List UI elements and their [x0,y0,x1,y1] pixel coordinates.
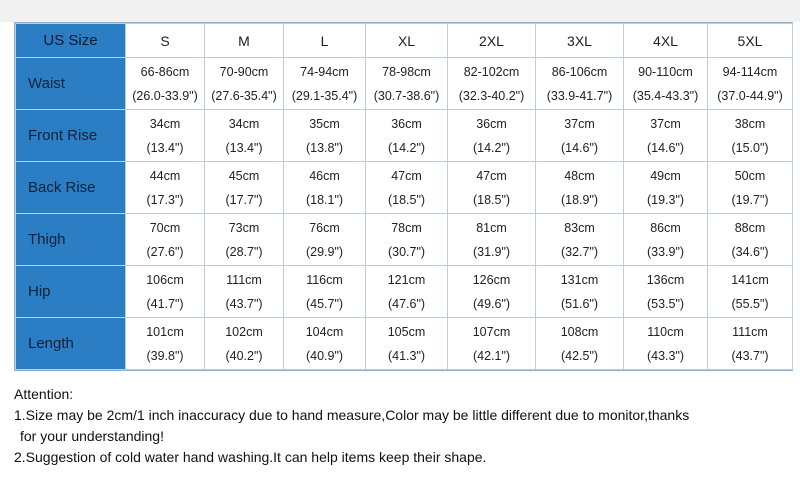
measurement-cell [448,214,536,266]
cm-value: 86cm [650,220,681,235]
inch-value: (42.1") [472,348,511,363]
measurement-cell [205,58,284,110]
inch-value: (32.7") [560,244,599,259]
inch-value: (43.7") [225,296,263,311]
measurement-label: Waist [16,58,126,110]
inch-value: (14.2") [472,140,511,155]
size-header: 4XL [624,24,708,58]
inch-value: (32.3-40.2") [458,88,525,103]
top-band [0,0,800,22]
measurement-cell [708,110,793,162]
measurement-cell [284,162,366,214]
cm-value: 101cm [146,324,184,339]
cm-value: 81cm [476,220,507,235]
cm-value: 50cm [734,168,766,183]
cm-value: 49cm [650,168,681,183]
cm-value: 47cm [476,168,507,183]
cm-value: 70cm [149,220,181,235]
cm-value: 44cm [149,168,181,183]
measurement-cell [205,318,284,370]
size-table-body [16,58,793,370]
measurement-cell [205,214,284,266]
measurement-cell [366,58,448,110]
table-row [16,214,793,266]
size-header: 3XL [536,24,624,58]
size-header: M [205,24,284,58]
measurement-cell [126,58,205,110]
inch-value: (17.7") [225,192,263,207]
measurement-cell [366,110,448,162]
inch-value: (27.6") [146,244,184,259]
inch-value: (33.9-41.7") [546,88,613,103]
cm-value: 104cm [305,324,344,339]
cm-value: 45cm [228,168,260,183]
corner-label: US Size [16,24,126,58]
inch-value: (13.8") [305,140,344,155]
measurement-label: Front Rise [16,110,126,162]
note-line-2: 2.Suggestion of cold water hand washing.It can help items keep their shape. [14,449,487,465]
inch-value: (41.3") [387,348,426,363]
inch-value: (14.6") [646,140,685,155]
attention-notes [14,384,794,468]
cm-value: 88cm [734,220,766,235]
measurement-cell [205,162,284,214]
measurement-cell [708,266,793,318]
cm-value: 141cm [731,272,769,287]
measurement-cell [624,162,708,214]
measurement-cell [448,162,536,214]
measurement-cell [624,110,708,162]
inch-value: (18.1") [305,192,344,207]
inch-value: (17.3") [146,192,184,207]
inch-value: (14.6") [560,140,599,155]
measurement-cell [624,58,708,110]
inch-value: (19.3") [646,192,685,207]
measurement-cell [708,214,793,266]
inch-value: (18.9") [560,192,599,207]
cm-value: 78cm [391,220,422,235]
cm-value: 37cm [564,116,595,131]
size-chart [14,22,793,371]
measurement-cell [536,266,624,318]
cm-value: 116cm [306,272,343,287]
cm-value: 106cm [146,272,184,287]
cm-value: 48cm [564,168,595,183]
measurement-cell [624,318,708,370]
cm-value: 83cm [564,220,595,235]
inch-value: (14.2") [387,140,426,155]
measurement-cell [708,162,793,214]
cm-value: 46cm [309,168,340,183]
table-row [16,162,793,214]
cm-value: 108cm [560,324,599,339]
measurement-cell [366,266,448,318]
measurement-cell [366,162,448,214]
measurement-cell [448,58,536,110]
cm-value: 107cm [472,324,511,339]
cm-value: 102cm [225,324,263,339]
cm-value: 47cm [391,168,422,183]
cm-value: 34cm [149,116,181,131]
size-header: L [284,24,366,58]
cm-value: 110cm [647,324,684,339]
note-line-1: 1.Size may be 2cm/1 inch inaccuracy due to hand measure,Color may be little different due to monitor,thanks [14,407,690,423]
inch-value: (49.6") [472,296,511,311]
inch-value: (18.5") [472,192,511,207]
size-table [15,23,793,370]
inch-value: (33.9") [646,244,685,259]
cm-value: 131cm [560,272,599,287]
measurement-cell [708,58,793,110]
inch-value: (41.7") [146,296,184,311]
inch-value: (51.6") [560,296,599,311]
cm-value: 121cm [387,272,426,287]
measurement-cell [126,214,205,266]
inch-value: (34.6") [731,244,769,259]
size-header: 2XL [448,24,536,58]
cm-value: 111cm [226,272,262,287]
measurement-label: Thigh [16,214,126,266]
inch-value: (45.7") [305,296,344,311]
inch-value: (47.6") [387,296,426,311]
measurement-cell [284,58,366,110]
cm-value: 38cm [734,116,766,131]
size-header: S [126,24,205,58]
cm-value: 36cm [476,116,507,131]
measurement-label: Hip [16,266,126,318]
measurement-cell [624,214,708,266]
measurement-cell [126,162,205,214]
cm-value: 126cm [472,272,511,287]
cm-value: 90-110cm [638,64,693,79]
inch-value: (26.0-33.9") [132,88,198,103]
cm-value: 37cm [650,116,681,131]
cm-value: 76cm [309,220,340,235]
size-header: XL [366,24,448,58]
inch-value: (43.7") [731,348,769,363]
attention-title: Attention: [14,386,74,402]
measurement-cell [448,110,536,162]
cm-value: 74-94cm [300,64,349,79]
measurement-cell [284,214,366,266]
inch-value: (18.5") [387,192,426,207]
inch-value: (27.6-35.4") [211,88,277,103]
measurement-cell [284,266,366,318]
table-row [16,110,793,162]
measurement-cell [205,110,284,162]
cm-value: 35cm [309,116,340,131]
cm-value: 94-114cm [722,64,778,79]
inch-value: (39.8") [146,348,184,363]
inch-value: (15.0") [731,140,769,155]
inch-value: (28.7") [225,244,263,259]
measurement-cell [536,58,624,110]
cm-value: 70-90cm [219,64,269,79]
inch-value: (30.7-38.6") [373,88,440,103]
inch-value: (40.9") [305,348,344,363]
inch-value: (42.5") [560,348,599,363]
measurement-cell [126,318,205,370]
table-row [16,58,793,110]
cm-value: 82-102cm [463,64,520,79]
measurement-cell [366,214,448,266]
cm-value: 36cm [391,116,422,131]
measurement-cell [205,266,284,318]
table-row [16,266,793,318]
cm-value: 78-98cm [382,64,431,79]
measurement-cell [708,318,793,370]
inch-value: (19.7") [731,192,769,207]
inch-value: (43.3") [646,348,685,363]
inch-value: (40.2") [225,348,263,363]
measurement-cell [284,110,366,162]
cm-value: 73cm [228,220,260,235]
inch-value: (53.5") [646,296,685,311]
inch-value: (13.4") [146,140,184,155]
note-line-1-continued: for your understanding! [20,428,164,444]
size-header: 5XL [708,24,793,58]
measurement-cell [536,318,624,370]
inch-value: (37.0-44.9") [717,88,783,103]
measurement-cell [126,110,205,162]
measurement-cell [536,214,624,266]
measurement-cell [448,318,536,370]
inch-value: (13.4") [225,140,263,155]
cm-value: 105cm [387,324,426,339]
measurement-label: Length [16,318,126,370]
cm-value: 66-86cm [140,64,190,79]
cm-value: 86-106cm [551,64,608,79]
inch-value: (29.1-35.4") [291,88,358,103]
measurement-cell [448,266,536,318]
measurement-cell [536,110,624,162]
cm-value: 34cm [228,116,260,131]
table-row [16,318,793,370]
measurement-cell [366,318,448,370]
measurement-cell [624,266,708,318]
measurement-cell [536,162,624,214]
inch-value: (55.5") [731,296,769,311]
measurement-cell [126,266,205,318]
inch-value: (35.4-43.3") [632,88,699,103]
cm-value: 136cm [646,272,685,287]
inch-value: (30.7") [387,244,426,259]
size-header-row [16,24,793,58]
cm-value: 111cm [732,324,768,339]
measurement-cell [284,318,366,370]
measurement-label: Back Rise [16,162,126,214]
inch-value: (29.9") [305,244,344,259]
inch-value: (31.9") [472,244,511,259]
